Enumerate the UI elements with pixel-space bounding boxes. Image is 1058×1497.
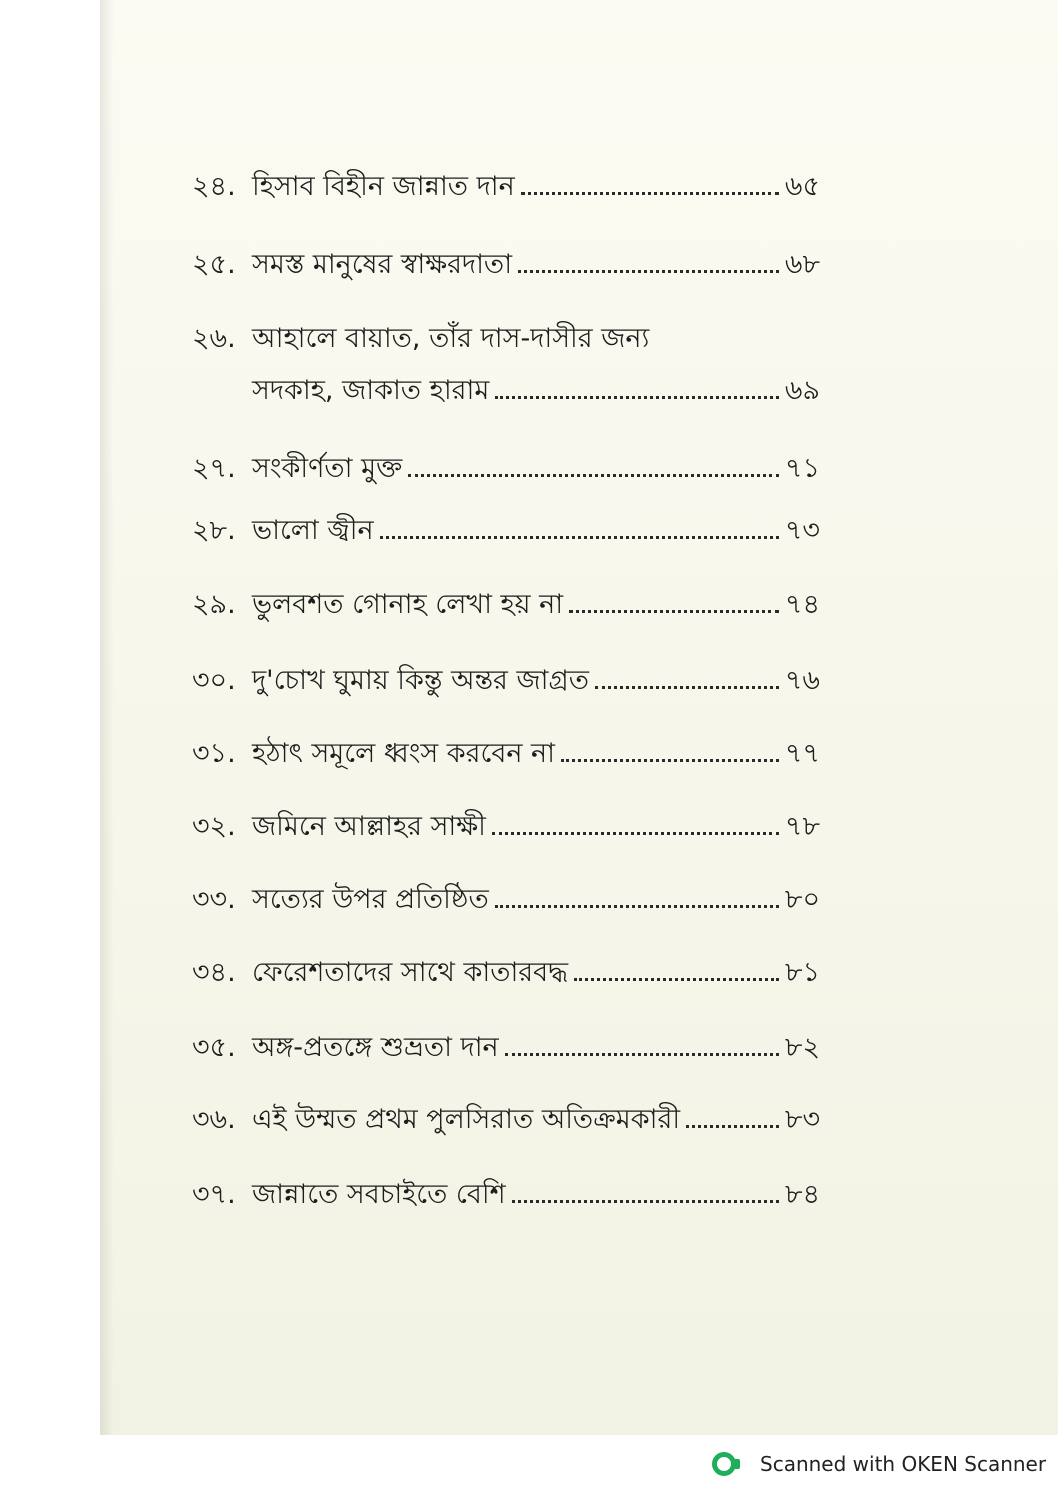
dot-leader <box>495 390 779 399</box>
entry-number: ২৮. <box>192 515 236 546</box>
dot-leader <box>492 826 779 835</box>
entry-page: ৭৬ <box>784 665 820 696</box>
toc-entry-36 <box>192 1093 820 1137</box>
entry-number: ৩৬. <box>192 1104 236 1135</box>
dot-leader <box>518 264 779 273</box>
scanner-watermark <box>712 1448 1046 1480</box>
entry-number: ২৭. <box>192 453 236 484</box>
dot-leader <box>595 680 779 689</box>
toc-entry-29 <box>192 578 820 622</box>
entry-number: ৩০. <box>192 665 236 696</box>
entry-number: ৩২. <box>192 811 236 842</box>
entry-page: ৮২ <box>784 1032 820 1063</box>
entry-title: দু'চোখ ঘুমায় কিন্তু অন্তর জাগ্রত <box>252 665 589 696</box>
scanner-watermark-text: Scanned with OKEN Scanner <box>760 1452 1047 1476</box>
entry-page: ৬৮ <box>784 249 820 280</box>
entry-title-continued: সদকাহ, জাকাত হারাম <box>252 375 490 406</box>
entry-page: ৭৪ <box>784 589 820 620</box>
entry-number: ২৫. <box>192 249 236 280</box>
entry-page: ৭৮ <box>784 811 820 842</box>
entry-page: ৭১ <box>784 453 820 484</box>
entry-number: ২৪. <box>192 171 236 202</box>
toc-entry-37 <box>192 1168 820 1212</box>
dot-leader <box>521 186 779 195</box>
entry-page: ৮৩ <box>784 1104 820 1135</box>
entry-title: সংকীর্ণতা মুক্ত <box>252 453 403 484</box>
entry-title: সত্যের উপর প্রতিষ্ঠিত <box>252 884 489 915</box>
entry-title: এই উম্মত প্রথম পুলসিরাত অতিক্রমকারী <box>252 1104 681 1135</box>
dot-leader <box>574 972 779 981</box>
entry-title: অঙ্গ-প্রতঙ্গে শুভ্রতা দান <box>252 1032 499 1063</box>
entry-number: ৩৩. <box>192 884 236 915</box>
entry-page: ৬৫ <box>784 171 820 202</box>
dot-leader <box>686 1119 779 1128</box>
dot-leader <box>569 604 779 613</box>
entry-title: জান্নাতে সবচাইতে বেশি <box>252 1179 506 1210</box>
entry-title: জমিনে আল্লাহর সাক্ষী <box>252 811 486 842</box>
entry-title: সমস্ত মানুষের স্বাক্ষরদাতা <box>252 249 513 280</box>
entry-title: হিসাব বিহীন জান্নাত দান <box>252 171 515 202</box>
toc-entry-27 <box>192 442 820 486</box>
entry-number: ৩১. <box>192 738 236 769</box>
entry-number: ৩৭. <box>192 1179 236 1210</box>
toc-entry-24 <box>192 160 820 204</box>
entry-title: হঠাৎ সমূলে ধ্বংস করবেন না <box>252 738 555 769</box>
entry-title: আহালে বায়াত, তাঁর দাস-দাসীর জন্য <box>252 323 650 354</box>
toc-entry-32 <box>192 800 820 844</box>
entry-title: ফেরেশতাদের সাথে কাতারবদ্ধ <box>252 957 568 988</box>
toc-entry-30 <box>192 654 820 698</box>
entry-page: ৮৪ <box>784 1179 820 1210</box>
toc-entry-33 <box>192 873 820 917</box>
toc-entry-28 <box>192 504 820 548</box>
toc-entry-26-continued <box>252 364 820 408</box>
entry-title: ভুলবশত গোনাহ লেখা হয় না <box>252 589 564 620</box>
dot-leader <box>505 1047 779 1056</box>
toc-entry-34 <box>192 946 820 990</box>
entry-number: ২৬. <box>192 323 236 354</box>
dot-leader <box>380 530 779 539</box>
dot-leader <box>512 1194 779 1203</box>
dot-leader <box>408 468 779 477</box>
entry-page: ৭৩ <box>784 515 820 546</box>
dot-leader <box>495 899 779 908</box>
entry-page: ৭৭ <box>784 738 820 769</box>
dot-leader <box>561 753 779 762</box>
toc-entry-31 <box>192 727 820 771</box>
entry-number: ৩৪. <box>192 957 236 988</box>
oken-scanner-logo-icon <box>712 1452 736 1476</box>
entry-number: ৩৫. <box>192 1032 236 1063</box>
entry-page: ৬৯ <box>784 375 820 406</box>
entry-title: ভালো জ্বীন <box>252 515 374 546</box>
entry-page: ৮১ <box>784 957 820 988</box>
toc-entry-35 <box>192 1021 820 1065</box>
entry-page: ৮০ <box>784 884 820 915</box>
entry-number: ২৯. <box>192 589 236 620</box>
toc-entry-25 <box>192 238 820 282</box>
toc-entry-26 <box>192 312 820 356</box>
